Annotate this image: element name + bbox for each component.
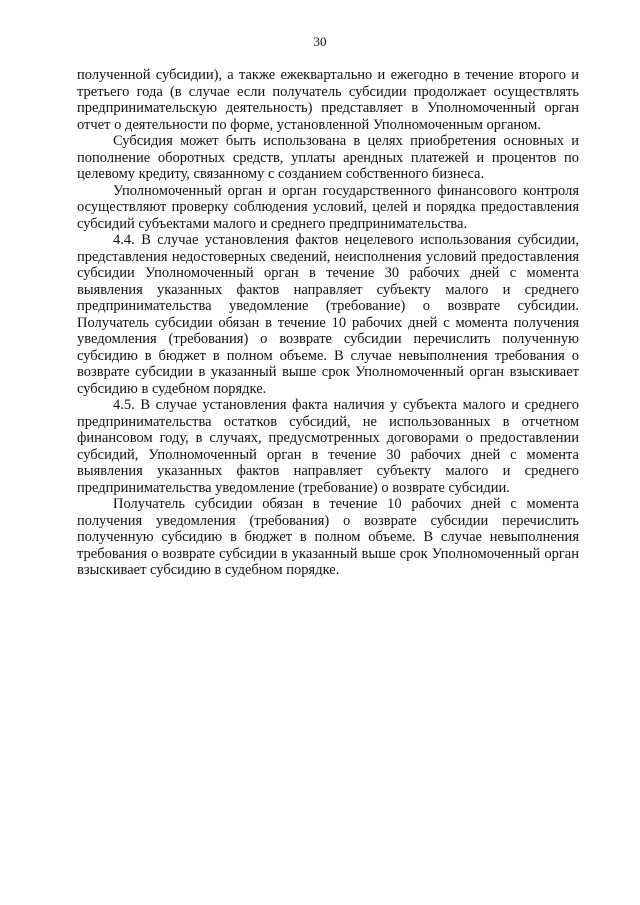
document-body	[77, 67, 579, 579]
paragraph-clause-4-4: 4.4. В случае установления фактов нецелевого использования субсидии, представления недостоверных сведений, неисполнения условий предоставления субсидии Уполномоченный орган в течение 30 рабочих дней с момента выявления указанных фактов направляет субъекту малого и среднего предпринимательства уведомление (требование) о возврате субсидии. Получатель субсидии обязан в течение 10 рабочих дней с момента получения уведомления (требования) о возврате субсидии перечислить полученную субсидию в бюджет в полном объеме. В случае невыполнения требования о возврате субсидии в указанный выше срок Уполномоченный орган взыскивает субсидию в судебном порядке.	[77, 232, 579, 397]
paragraph-refund-obligation: Получатель субсидии обязан в течение 10 рабочих дней с момента получения уведомления (требования) о возврате субсидии перечислить полученную субсидию в бюджет в полном объеме. В случае невыполнения требования о возврате субсидии в указанный выше срок Уполномоченный орган взыскивает субсидию в судебном порядке.	[77, 496, 579, 578]
paragraph-control: Уполномоченный орган и орган государственного финансового контроля осуществляют проверку соблюдения условий, целей и порядка предоставления субсидий субъектами малого и среднего предпринимательства.	[77, 182, 579, 232]
page-number: 30	[313, 34, 327, 49]
paragraph-continuation: полученной субсидии), а также ежеквартально и ежегодно в течение второго и третьего года (в случае если получатель субсидии продолжает осуществлять предпринимательскую деятельность) представляет в Уполномоченный орган отчет о деятельности по форме, установленной Уполномоченным органом.	[77, 67, 579, 133]
paragraph-subsidy-use: Субсидия может быть использована в целях приобретения основных и пополнение оборотных средств, уплаты арендных платежей и процентов по целевому кредиту, связанному с созданием собственного бизнеса.	[77, 133, 579, 182]
paragraph-clause-4-5: 4.5. В случае установления факта наличия у субъекта малого и среднего предпринимательства остатков субсидий, не использованных в отчетном финансовом году, в случаях, предусмотренных договорами о предоставлении субсидий, Уполномоченный орган в течение 30 рабочих дней с момента выявления указанных фактов направляет субъекту малого и среднего предпринимательства уведомление (требование) о возврате субсидии.	[77, 397, 579, 496]
